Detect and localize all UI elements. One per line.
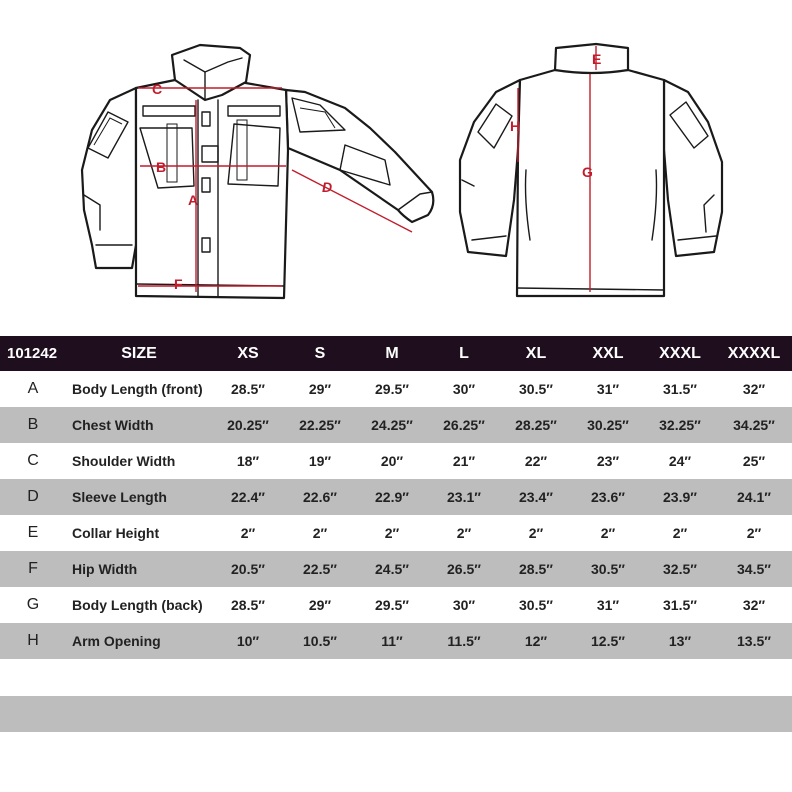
- size-header: SIZE: [66, 336, 212, 371]
- table-row: [0, 623, 792, 659]
- size-value-cell: 30.25″: [572, 407, 644, 443]
- size-value-cell: 19″: [308, 453, 332, 469]
- size-value-cell: 24.25″: [356, 407, 428, 443]
- measure-label-g: G: [582, 164, 593, 180]
- measurement-name: Collar Height: [72, 525, 160, 541]
- measure-label-h: H: [510, 118, 521, 134]
- size-value-cell: 30″: [452, 381, 476, 397]
- table-row: [0, 551, 792, 587]
- table-row: [0, 587, 792, 623]
- size-column-header: XL: [500, 336, 572, 371]
- size-value-cell: 24″: [668, 453, 692, 469]
- measurement-letter: G: [26, 596, 40, 613]
- size-value-cell: 26.25″: [428, 407, 500, 443]
- size-value-cell: 22.9″: [356, 479, 428, 515]
- size-value-cell: 13.5″: [716, 623, 792, 659]
- size-column-header: XS: [212, 336, 284, 371]
- measurement-letter: E: [27, 524, 39, 541]
- size-chart-table: [0, 336, 792, 659]
- size-value-cell: 30.5″: [519, 381, 553, 397]
- size-value-cell: 26.5″: [428, 551, 500, 587]
- size-value-cell: 34.5″: [716, 551, 792, 587]
- size-value-cell: 2″: [240, 525, 256, 541]
- size-value-cell: 31.5″: [663, 597, 697, 613]
- size-value-cell: 21″: [452, 453, 476, 469]
- size-value-cell: 31.5″: [663, 381, 697, 397]
- size-value-cell: 28.5″: [231, 597, 265, 613]
- measure-label-b: B: [156, 159, 167, 175]
- size-value-cell: 10″: [212, 623, 284, 659]
- size-value-cell: 2″: [384, 525, 400, 541]
- measure-label-d: D: [322, 179, 333, 195]
- size-value-cell: 20.25″: [212, 407, 284, 443]
- size-value-cell: 2″: [456, 525, 472, 541]
- measurement-name: Chest Width: [66, 407, 212, 443]
- jacket-measurement-diagram: [0, 0, 792, 330]
- size-column-header: S: [284, 336, 356, 371]
- product-code: 101242: [0, 336, 66, 371]
- size-value-cell: 2″: [528, 525, 544, 541]
- table-row: [0, 371, 792, 407]
- size-column-header: M: [356, 336, 428, 371]
- size-value-cell: 13″: [644, 623, 716, 659]
- size-value-cell: 32″: [742, 381, 766, 397]
- measurement-name: Arm Opening: [66, 623, 212, 659]
- measurement-name: Shoulder Width: [72, 453, 176, 469]
- size-value-cell: 30″: [452, 597, 476, 613]
- size-value-cell: 2″: [746, 525, 762, 541]
- size-value-cell: 31″: [596, 381, 620, 397]
- size-value-cell: 12.5″: [572, 623, 644, 659]
- measurement-letter: D: [0, 479, 66, 515]
- measurement-letter: F: [0, 551, 66, 587]
- size-value-cell: 22.5″: [284, 551, 356, 587]
- size-value-cell: 31″: [596, 597, 620, 613]
- size-value-cell: 32.5″: [644, 551, 716, 587]
- size-value-cell: 28.25″: [500, 407, 572, 443]
- size-value-cell: 23.4″: [500, 479, 572, 515]
- size-value-cell: 29.5″: [375, 381, 409, 397]
- measurement-letter: A: [27, 380, 39, 397]
- size-value-cell: 29″: [308, 381, 332, 397]
- size-value-cell: 24.5″: [356, 551, 428, 587]
- table-row: [0, 479, 792, 515]
- size-value-cell: 2″: [672, 525, 688, 541]
- size-value-cell: 12″: [500, 623, 572, 659]
- size-value-cell: 28.5″: [231, 381, 265, 397]
- size-value-cell: 20″: [380, 453, 404, 469]
- size-value-cell: 23.6″: [572, 479, 644, 515]
- size-value-cell: 28.5″: [500, 551, 572, 587]
- size-value-cell: 32″: [742, 597, 766, 613]
- measurement-letter: C: [27, 452, 39, 469]
- size-value-cell: 24.1″: [716, 479, 792, 515]
- size-value-cell: 10.5″: [284, 623, 356, 659]
- size-value-cell: 23.9″: [644, 479, 716, 515]
- size-chart-body: [0, 371, 792, 659]
- size-value-cell: 23″: [596, 453, 620, 469]
- size-value-cell: 34.25″: [716, 407, 792, 443]
- size-value-cell: 20.5″: [212, 551, 284, 587]
- measurement-name: Body Length (back): [72, 597, 203, 613]
- size-value-cell: 18″: [236, 453, 260, 469]
- measure-label-a: A: [188, 192, 199, 208]
- empty-table-row: [0, 696, 792, 732]
- size-value-cell: 30.5″: [572, 551, 644, 587]
- measure-label-c: C: [152, 81, 163, 97]
- measure-label-f: F: [174, 276, 183, 292]
- measurement-name: Sleeve Length: [66, 479, 212, 515]
- jacket-front-illustration: [82, 45, 433, 298]
- measurement-name: Hip Width: [66, 551, 212, 587]
- measurement-name: Body Length (front): [72, 381, 203, 397]
- size-value-cell: 22.4″: [212, 479, 284, 515]
- size-column-header: XXXL: [644, 336, 716, 371]
- size-value-cell: 25″: [742, 453, 766, 469]
- table-header-row: [0, 336, 792, 371]
- size-value-cell: 2″: [600, 525, 616, 541]
- size-value-cell: 11.5″: [428, 623, 500, 659]
- size-value-cell: 23.1″: [428, 479, 500, 515]
- size-value-cell: 29.5″: [375, 597, 409, 613]
- size-value-cell: 11″: [356, 623, 428, 659]
- size-column-header: XXL: [572, 336, 644, 371]
- size-column-header: XXXXL: [716, 336, 792, 371]
- table-row: [0, 407, 792, 443]
- size-value-cell: 22.6″: [284, 479, 356, 515]
- measure-label-e: E: [592, 51, 602, 67]
- measurement-letter: H: [0, 623, 66, 659]
- size-value-cell: 30.5″: [519, 597, 553, 613]
- table-row: [0, 443, 792, 479]
- size-value-cell: 2″: [312, 525, 328, 541]
- table-row: [0, 515, 792, 551]
- size-value-cell: 22.25″: [284, 407, 356, 443]
- size-value-cell: 32.25″: [644, 407, 716, 443]
- size-value-cell: 22″: [524, 453, 548, 469]
- measurement-letter: B: [0, 407, 66, 443]
- size-column-header: L: [428, 336, 500, 371]
- empty-table-row: [0, 660, 792, 696]
- size-value-cell: 29″: [308, 597, 332, 613]
